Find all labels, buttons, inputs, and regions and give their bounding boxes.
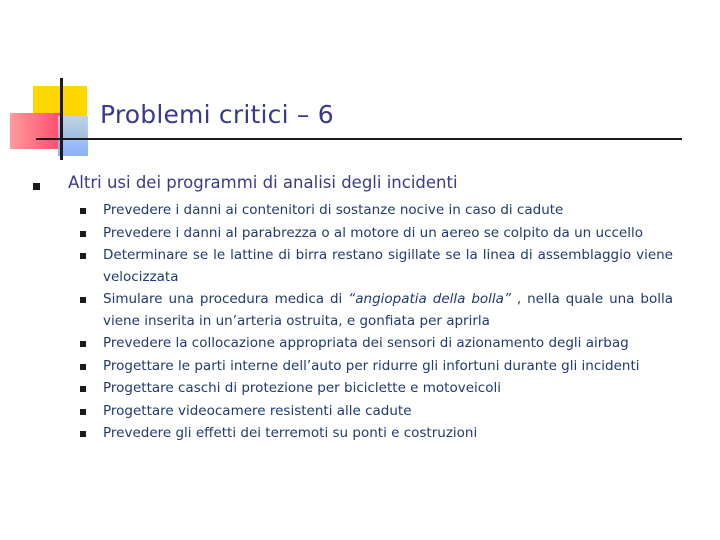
list-item: [80, 378, 673, 400]
square-bullet-icon: [80, 208, 86, 214]
square-bullet-icon: [80, 341, 86, 347]
list-item: [80, 289, 673, 332]
list-item-text: Progettare videocamere resistenti alle cadute: [103, 402, 412, 419]
list-item: [80, 223, 673, 245]
list-item-text: Prevedere i danni al parabrezza o al motore di un aereo se colpito da un uccello: [103, 224, 643, 241]
list-item-text: [103, 289, 673, 332]
main-bullet-text: Altri usi dei programmi di analisi degli incidenti: [68, 173, 458, 192]
square-bullet-icon: [80, 297, 86, 303]
square-bullet-icon: [80, 386, 86, 392]
list-item-text: Progettare caschi di protezione per biciclette e motoveicoli: [103, 380, 501, 396]
square-bullet-icon: [80, 409, 86, 415]
square-bullet-icon: [33, 183, 40, 190]
square-bullet-icon: [80, 364, 86, 370]
list-item: [80, 401, 673, 423]
logo-red-square: [10, 113, 62, 149]
slide-title: Problemi critici – 6: [100, 100, 334, 129]
list-item-text: Progettare le parti interne dell’auto per ridurre gli infortuni durante gli incidenti: [103, 357, 640, 374]
list-item: [80, 200, 673, 222]
title-decoration-logo: [0, 0, 100, 170]
list-item-text: Prevedere gli effetti dei terremoti su ponti e costruzioni: [103, 425, 478, 441]
list-item-text: Determinare se le lattine di birra restano sigillate se la linea di assemblaggio viene velocizzata: [103, 247, 673, 285]
list-item: [80, 356, 673, 378]
sub-bullet-list: [80, 200, 673, 446]
list-item-text: Prevedere la collocazione appropriata dei sensori di azionamento degli airbag: [103, 335, 629, 351]
square-bullet-icon: [80, 431, 86, 437]
emphasized-term: “angiopatia della bolla”: [348, 291, 511, 307]
list-item-text-start: Simulare una procedura medica di: [103, 291, 349, 307]
list-item-text-end: , nella quale una bolla viene inserita in un’arteria ostruita, e gonfiata per aprirla: [103, 291, 673, 329]
list-item: [80, 333, 673, 355]
logo-vertical-line: [60, 78, 63, 160]
square-bullet-icon: [80, 253, 86, 259]
title-underline: [36, 138, 682, 140]
main-bullet: [33, 173, 673, 192]
list-item: [80, 423, 673, 445]
list-item: [80, 245, 673, 288]
square-bullet-icon: [80, 231, 86, 237]
list-item-text: Prevedere i danni ai contenitori di sostanze nocive in caso di cadute: [103, 202, 564, 218]
